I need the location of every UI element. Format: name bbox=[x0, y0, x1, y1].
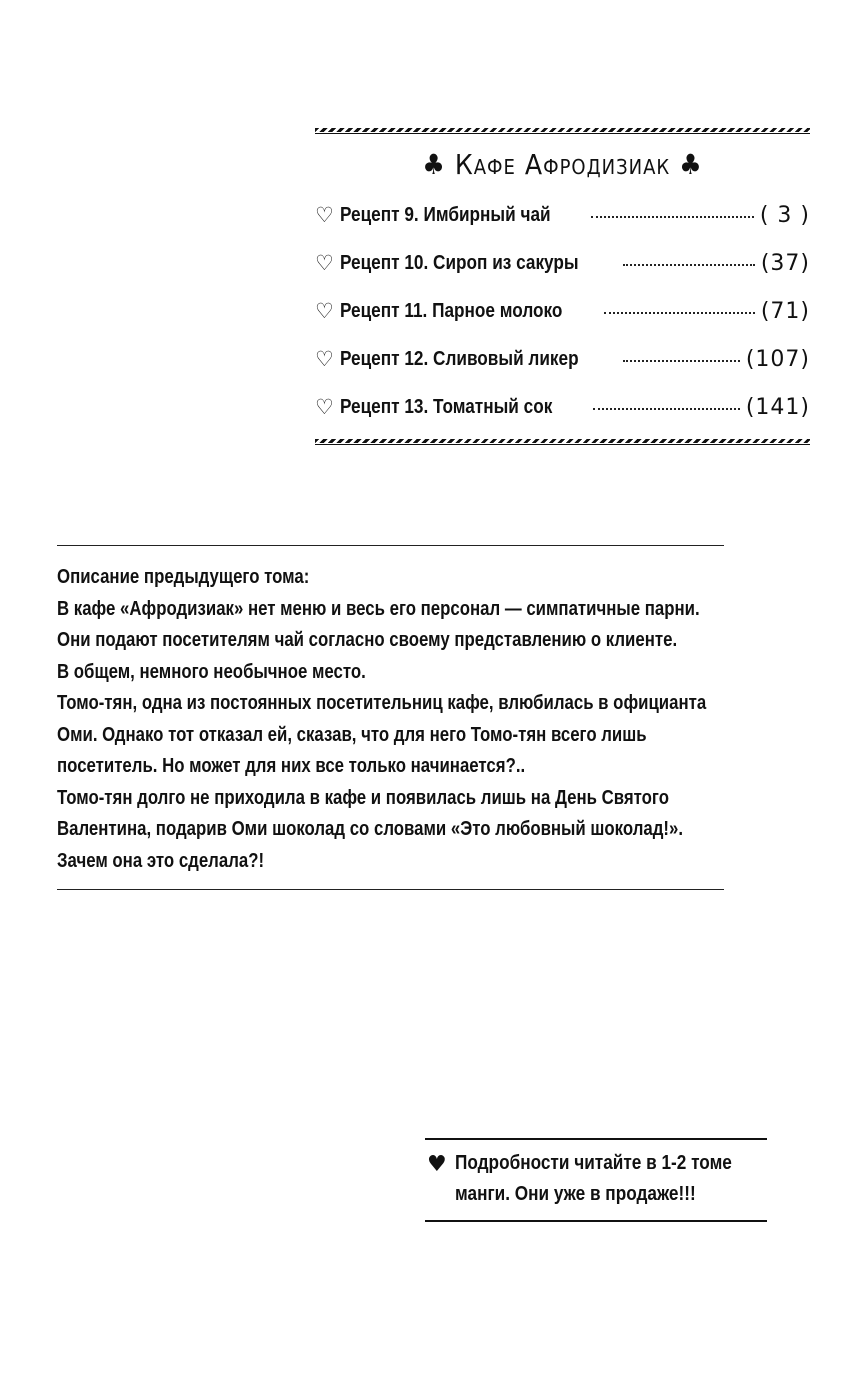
summary-line: Томо-тян долго не приходила в кафе и появилась лишь на День Святого bbox=[57, 786, 669, 809]
table-of-contents bbox=[315, 128, 810, 445]
promo-note-line: манги. Они уже в продаже!!! bbox=[454, 1183, 696, 1205]
toc-entry-label: Рецепт 12. Сливовый ликер bbox=[339, 347, 579, 370]
toc-entry-page: (37) bbox=[760, 250, 810, 276]
toc-entry bbox=[315, 191, 810, 239]
toc-entry bbox=[315, 239, 810, 287]
dot-leader bbox=[623, 360, 740, 362]
toc-entry bbox=[315, 383, 810, 431]
toc-entry-page: (107) bbox=[745, 346, 810, 372]
summary-line: Томо-тян, одна из постоянных посетительниц кафе, влюбилась в официанта bbox=[57, 692, 707, 714]
toc-list bbox=[315, 191, 810, 431]
heart-filled-icon: ♥ bbox=[427, 1152, 447, 1177]
summary-heading: Описание предыдущего тома: bbox=[57, 566, 310, 588]
dot-leader bbox=[591, 216, 754, 218]
promo-note-line: Подробности читайте в 1-2 томе bbox=[454, 1152, 732, 1174]
heart-outline-icon: ♡ bbox=[315, 347, 334, 371]
heart-outline-icon: ♡ bbox=[315, 251, 334, 275]
heart-outline-icon: ♡ bbox=[315, 299, 334, 323]
summary-line: В общем, немного необычное место. bbox=[57, 660, 366, 683]
summary-line: посетитель. Но может для них все только начинается?.. bbox=[57, 755, 526, 777]
toc-entry-label: Рецепт 9. Имбирный чай bbox=[339, 203, 551, 226]
toc-entry-label: Рецепт 10. Сироп из сакуры bbox=[339, 251, 579, 274]
decorative-border-top bbox=[315, 128, 810, 134]
toc-entry-page: (141) bbox=[745, 394, 810, 420]
toc-title: ♣ Кафе Афродизиак ♣ bbox=[422, 148, 703, 181]
toc-entry-label: Рецепт 13. Томатный сок bbox=[339, 395, 553, 418]
promo-note bbox=[425, 1138, 767, 1222]
heart-outline-icon: ♡ bbox=[315, 203, 334, 227]
summary-line: В кафе «Афродизиак» нет меню и весь его персонал — симпатичные парни. bbox=[57, 597, 700, 620]
toc-entry bbox=[315, 335, 810, 383]
dot-leader bbox=[593, 408, 740, 410]
toc-entry-page: ( 3 ) bbox=[759, 202, 810, 228]
dot-leader bbox=[604, 312, 754, 314]
toc-entry-page: (71) bbox=[760, 298, 810, 324]
toc-entry-label: Рецепт 11. Парное молоко bbox=[339, 299, 563, 322]
toc-entry bbox=[315, 287, 810, 335]
dot-leader bbox=[623, 264, 755, 266]
decorative-border-bottom bbox=[315, 439, 810, 445]
heart-outline-icon: ♡ bbox=[315, 395, 334, 419]
summary-line: Они подают посетителям чай согласно своему представлению о клиенте. bbox=[57, 629, 678, 651]
summary-line: Зачем она это сделала?! bbox=[57, 849, 265, 872]
previous-volume-summary bbox=[57, 545, 724, 890]
summary-line: Валентина, подарив Оми шоколад со словами «Это любовный шоколад!». bbox=[57, 818, 683, 840]
summary-line: Оми. Однако тот отказал ей, сказав, что для него Томо-тян всего лишь bbox=[57, 723, 647, 746]
